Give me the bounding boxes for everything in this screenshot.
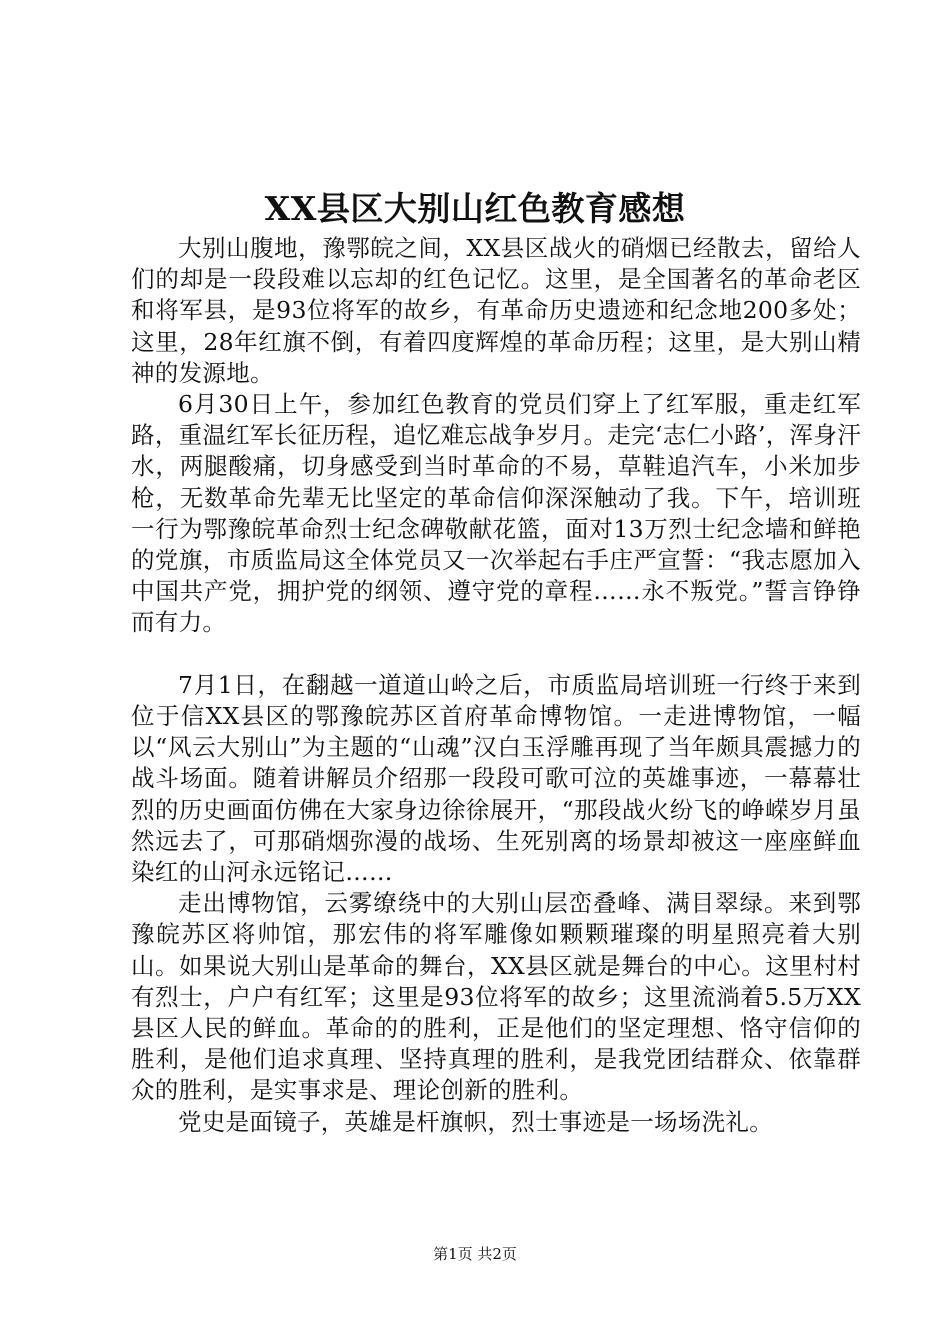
document-body	[131, 233, 861, 1138]
page-number-footer: 第1页 共2页	[433, 1245, 517, 1263]
paragraph-museum: 走出博物馆，云雾缭绕中的大别山层峦叠峰、满目翠绿。来到鄂豫皖苏区将帅馆，那宏伟的将军雕像如颗颗璀璨的明星照亮着大别山。如果说大别山是革命的舞台，XX县区就是舞台的中心。这里村村有烈士，户户有红军；这里是93位将军的故乡；这里流淌着5.5万XX县区人民的鲜血。革命的的胜利，正是他们的坚定理想、恪守信仰的胜利，是他们追求真理、坚持真理的胜利，是我党团结群众、依靠群众的胜利，是实事求是、理论创新的胜利。	[131, 889, 861, 1105]
document-title: XX县区大别山红色教育感想	[264, 189, 686, 228]
paragraph-party-history: 党史是面镜子，英雄是杆旗帜，烈士事迹是一场场洗礼。	[178, 1107, 773, 1136]
paragraph-july-1: 7月1日，在翻越一道道山岭之后，市质监局培训班一行终于来到位于信XX县区的鄂豫皖苏区首府革命博物馆。一走进博物馆，一幅以“风云大别山”为主题的“山魂”汉白玉浮雕再现了当年颇具震撼力的战斗场面。随着讲解员介绍那一段段可歌可泣的英雄事迹，一幕幕壮烈的历史画面仿佛在大家身边徐徐展开，“那段战火纷飞的峥嵘岁月虽然远去了，可那硝烟弥漫的战场、生死别离的场景却被这一座座鲜血染红的山河永远铭记……	[131, 670, 861, 887]
paragraph-intro: 大别山腹地，豫鄂皖之间，XX县区战火的硝烟已经散去，留给人们的却是一段段难以忘却的红色记忆。这里，是全国著名的革命老区和将军县，是93位将军的故乡，有革命历史遗迹和纪念地200多处；这里，28年红旗不倒，有着四度辉煌的革命历程；这里，是大别山精神的发源地。	[131, 234, 861, 387]
paragraph-june-30: 6月30日上午，参加红色教育的党员们穿上了红军服，重走红军路，重温红军长征历程，追忆难忘战争岁月。走完‘志仁小路’，浑身汗水，两腿酸痛，切身感受到当时革命的不易，草鞋追汽车，小米加步枪，无数革命先辈无比坚定的革命信仰深深触动了我。下午，培训班一行为鄂豫皖革命烈士纪念碑敬献花篮，面对13万烈士纪念墙和鲜艳的党旗，市质监局这全体党员又一次举起右手庄严宣誓：“我志愿加入中国共产党，拥护党的纲领、遵守党的章程……永不叛党。”誓言铮铮而有力。	[131, 390, 861, 637]
